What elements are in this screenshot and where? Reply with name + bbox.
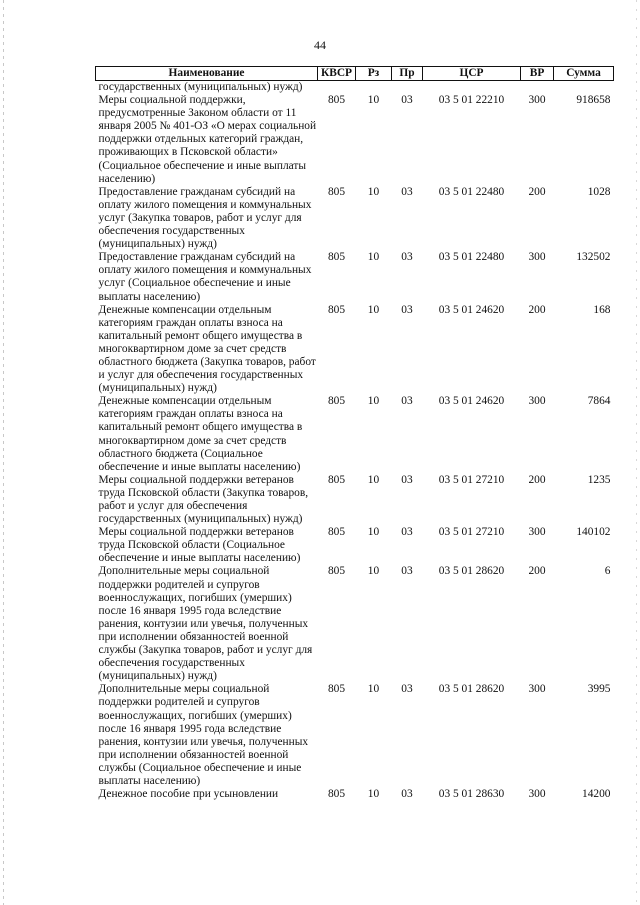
row-csr: 03 5 01 24620: [438, 395, 505, 408]
row-pr: 03: [401, 94, 413, 107]
row-pr: 03: [401, 473, 413, 486]
row-sum: 140102: [576, 526, 611, 539]
header-pr: Пр: [392, 67, 423, 81]
row-rz: 10: [367, 526, 380, 539]
row-csr: 03 5 01 22480: [438, 251, 505, 264]
row-kvsr: 805: [327, 788, 346, 801]
row-name: Меры социальной поддержки ветеранов труда Псковской области (Социальное обеспечение и иные выплаты населению): [98, 526, 301, 565]
row-sum: 14200: [582, 788, 611, 801]
row-name: Денежные компенсации отдельным категориям граждан оплаты взноса на капитальный ремонт общего имущества в многоквартирном доме за счет средств областного бюджета (Закупка товаров, работ и услуг для обеспечения государственных (муниципальных) нужд): [98, 303, 316, 395]
row-pr: 03: [401, 683, 413, 696]
row-rz: 10: [367, 788, 380, 801]
budget-table: [95, 66, 614, 801]
row-pr: 03: [401, 395, 413, 408]
row-kvsr: 805: [327, 251, 346, 264]
table-row: [96, 395, 614, 474]
row-pr: 03: [401, 526, 413, 539]
header-csr: ЦСР: [423, 67, 521, 81]
row-csr: [423, 81, 521, 95]
row-rz: 10: [367, 251, 380, 264]
row-pr: 03: [401, 251, 413, 264]
row-sum: 6: [604, 565, 611, 578]
row-kvsr: [318, 81, 356, 95]
row-vr: [521, 81, 554, 95]
row-name: государственных (муниципальных) нужд): [98, 81, 303, 93]
row-rz: 10: [367, 303, 380, 316]
row-rz: 10: [367, 185, 380, 198]
header-rz: Рз: [356, 67, 392, 81]
row-name: Денежные компенсации отдельным категориям граждан оплаты взноса на капитальный ремонт общего имущества в многоквартирном доме за счет средств областного бюджета (Социальное обеспечение и иные выплаты населению): [98, 395, 303, 473]
table-row: [96, 526, 614, 565]
table-row: [96, 304, 614, 396]
row-sum: 132502: [576, 251, 611, 264]
row-vr: 200: [528, 473, 546, 486]
row-csr: 03 5 01 27210: [438, 526, 505, 539]
table-row: [96, 251, 614, 303]
row-name: Предоставление гражданам субсидий на оплату жилого помещения и коммунальных услуг (Закупка товаров, работ и услуг для обеспечения государственных (муниципальных) нужд): [98, 185, 312, 251]
row-name: Денежное пособие при усыновлении: [98, 788, 279, 801]
row-name: Дополнительные меры социальной поддержки родителей и супругов военнослужащих, погибших (умерших) после 16 января 1995 года вследствие ранения, контузии или увечья, полученных при исполнении обязанностей военной службы (Социальное обеспечение и иные выплаты населению): [98, 683, 309, 787]
header-vr: ВР: [521, 67, 554, 81]
row-sum: 3995: [587, 683, 611, 696]
row-vr: 300: [528, 526, 546, 539]
row-sum: 1028: [587, 185, 611, 198]
row-vr: 300: [528, 683, 546, 696]
row-sum: 168: [593, 303, 611, 316]
row-kvsr: 805: [327, 526, 346, 539]
row-rz: 10: [367, 395, 380, 408]
table-row: [96, 788, 614, 801]
header-row: [96, 67, 614, 81]
row-rz: [356, 81, 392, 95]
page-number: 44: [314, 38, 326, 52]
row-vr: 300: [528, 94, 546, 107]
header-sum: Сумма: [554, 67, 614, 81]
row-sum: 1235: [587, 473, 611, 486]
header-name: Наименование: [96, 67, 318, 81]
table-body: [96, 81, 614, 802]
table-row: [96, 683, 614, 788]
row-vr: 300: [528, 395, 546, 408]
row-csr: 03 5 01 28630: [438, 788, 505, 801]
row-vr: 200: [528, 565, 546, 578]
row-kvsr: 805: [327, 565, 346, 578]
table-row: [96, 81, 614, 95]
row-rz: 10: [367, 565, 380, 578]
row-sum: 7864: [587, 395, 611, 408]
scan-edge-left: [3, 0, 4, 905]
row-kvsr: 805: [327, 94, 346, 107]
row-pr: 03: [401, 565, 413, 578]
row-rz: 10: [367, 94, 380, 107]
row-csr: 03 5 01 22210: [438, 94, 505, 107]
row-pr: 03: [401, 303, 413, 316]
row-name: Меры социальной поддержки ветеранов труда Псковской области (Закупка товаров, работ и услуг для обеспечения государственных (муниципальных) нужд): [98, 473, 309, 526]
row-csr: 03 5 01 28620: [438, 565, 505, 578]
row-csr: 03 5 01 27210: [438, 473, 505, 486]
row-sum: 918658: [576, 94, 611, 107]
row-vr: 200: [528, 185, 546, 198]
table-row: [96, 565, 614, 683]
row-rz: 10: [367, 473, 380, 486]
row-kvsr: 805: [327, 683, 346, 696]
row-sum: [554, 81, 614, 95]
row-kvsr: 805: [327, 395, 346, 408]
row-vr: 300: [528, 788, 546, 801]
row-name: Предоставление гражданам субсидий на оплату жилого помещения и коммунальных услуг (Социальное обеспечение и иные выплаты населению): [98, 251, 312, 303]
row-kvsr: 805: [327, 303, 346, 316]
row-csr: 03 5 01 28620: [438, 683, 505, 696]
row-pr: [392, 81, 423, 95]
scan-edge-right: [636, 0, 637, 905]
header-kvsr: КВСР: [318, 67, 356, 81]
row-pr: 03: [401, 788, 413, 801]
row-kvsr: 805: [327, 185, 346, 198]
row-vr: 300: [528, 251, 546, 264]
row-csr: 03 5 01 24620: [438, 303, 505, 316]
table-row: [96, 474, 614, 526]
table-row: [96, 186, 614, 251]
row-kvsr: 805: [327, 473, 346, 486]
table-header: [96, 67, 614, 81]
row-vr: 200: [528, 303, 546, 316]
row-rz: 10: [367, 683, 380, 696]
row-csr: 03 5 01 22480: [438, 185, 505, 198]
row-name: Дополнительные меры социальной поддержки родителей и супругов военнослужащих, погибших (умерших) после 16 января 1995 года вследствие ранения, контузии или увечья, полученных при исполнении обязанностей военной службы (Закупка товаров, работ и услуг для обеспечения государственных (муниципальных) нужд): [98, 565, 313, 683]
table-row: [96, 94, 614, 186]
row-pr: 03: [401, 185, 413, 198]
row-name: Меры социальной поддержки, предусмотренные Законом области от 11 января 2005 № 401-ОЗ «О мерах социальной поддержки отдельных категорий граждан, проживающих в Псковской области» (Социальное обеспечение и иные выплаты населению): [98, 94, 317, 185]
